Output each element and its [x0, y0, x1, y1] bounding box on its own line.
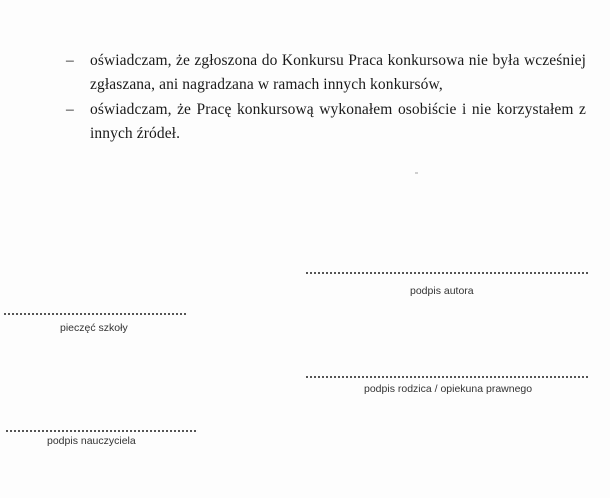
declaration-personal-work: [66, 98, 586, 146]
author-signature-label: podpis autora: [410, 285, 474, 297]
author-signature-line: [306, 272, 588, 274]
declaration-text: oświadczam, że zgłoszona do Konkursu Praca konkursowa nie była wcześniej zgłaszana, ani nagradzana w ramach innych konkursów,: [90, 52, 586, 93]
declaration-original-work: [66, 49, 586, 97]
parent-signature-label: podpis rodzica / opiekuna prawnego: [364, 383, 533, 395]
scan-speck: [415, 172, 418, 174]
teacher-signature-label: podpis nauczyciela: [47, 435, 136, 447]
declaration-text: oświadczam, że Pracę konkursową wykonałem osobiście i nie korzystałem z innych źródeł.: [90, 101, 586, 142]
school-stamp-label: pieczęć szkoły: [60, 322, 128, 334]
school-stamp-line: [4, 313, 186, 315]
declaration-dash: –: [66, 52, 74, 69]
teacher-signature-line: [6, 430, 196, 432]
declaration-dash: –: [66, 101, 74, 118]
parent-signature-line: [306, 376, 588, 378]
